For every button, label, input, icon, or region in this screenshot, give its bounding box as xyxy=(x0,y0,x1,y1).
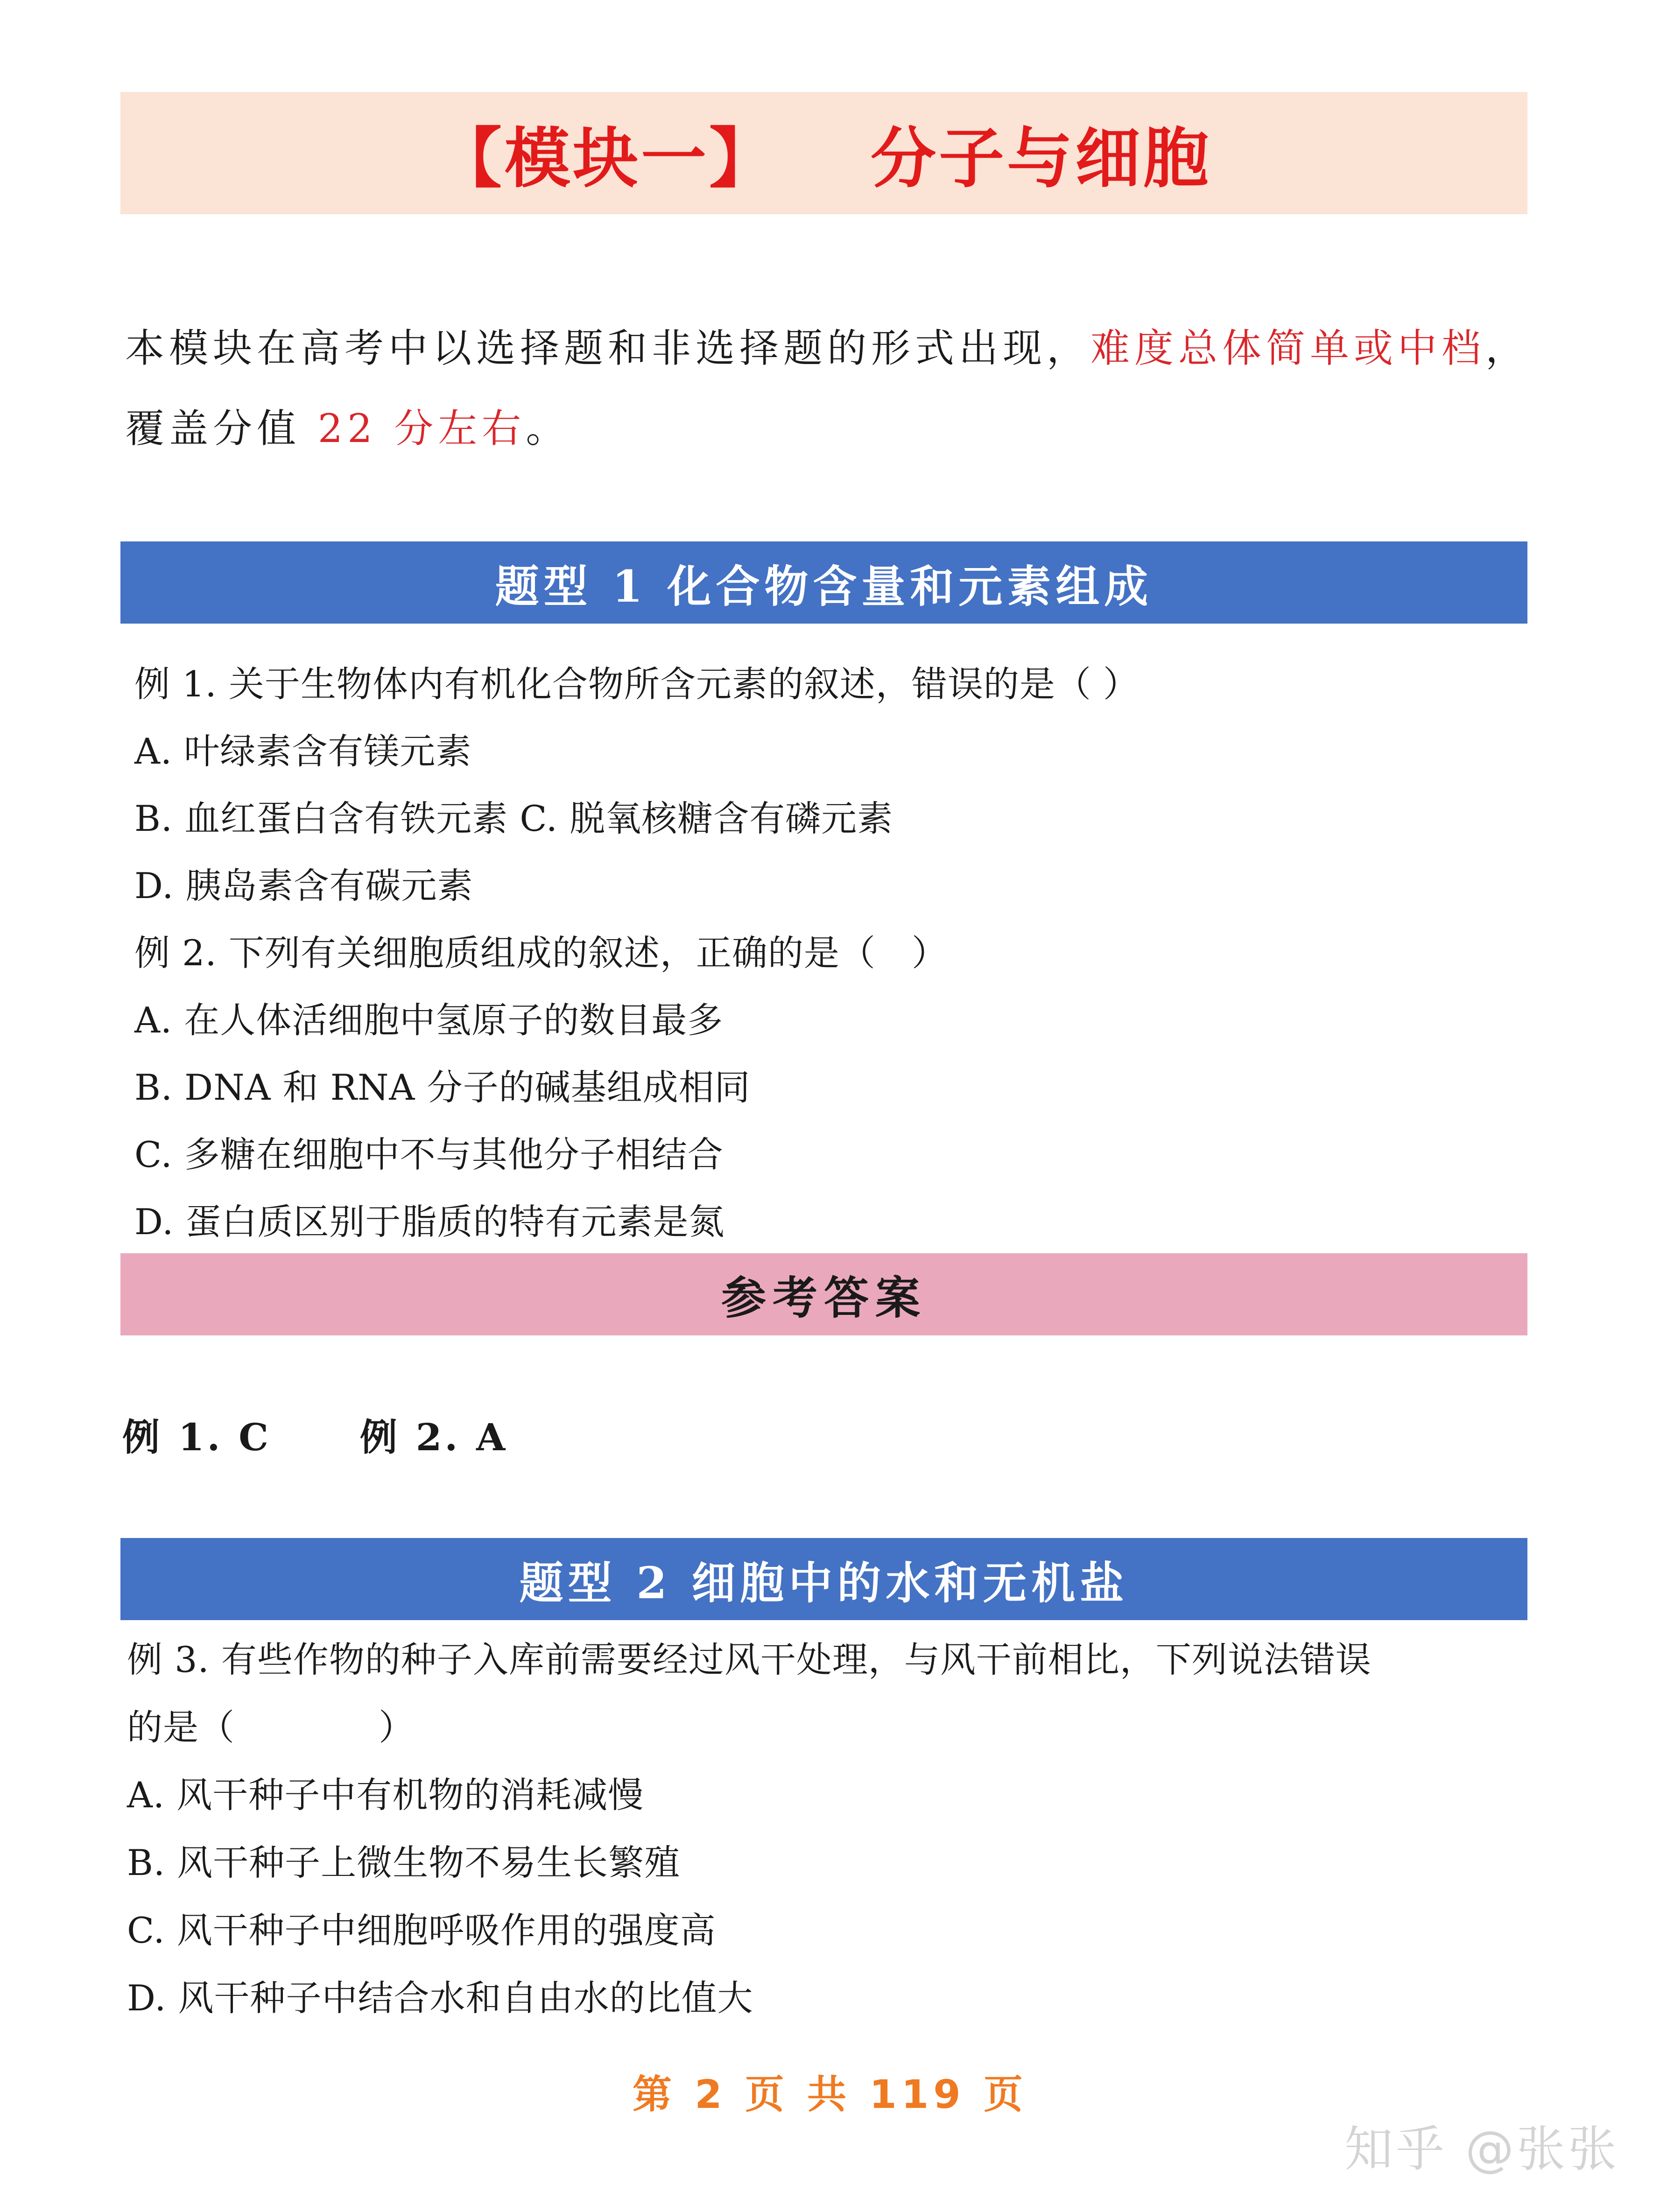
module-header xyxy=(120,92,1527,214)
question-1-option-bc: B. 血红蛋白含有铁元素 C. 脱氧核糖含有磷元素 xyxy=(134,798,893,839)
question-1-stem: 例 1. 关于生物体内有机化合物所含元素的叙述，错误的是（ ） xyxy=(134,663,1139,705)
question-3-option-b: B. 风干种子上微生物不易生长繁殖 xyxy=(127,1842,681,1883)
question-2-option-a: A. 在人体活细胞中氢原子的数目最多 xyxy=(134,999,724,1041)
answer-ex1: 例 1. C xyxy=(122,1415,271,1459)
question-3-option-a: A. 风干种子中有机物的消耗减慢 xyxy=(127,1774,644,1816)
section-2-title: 题型 2 细胞中的水和无机盐 xyxy=(519,1557,1129,1609)
question-2-option-b: B. DNA 和 RNA 分子的碱基组成相同 xyxy=(134,1067,751,1108)
intro-highlight-difficulty: 难度总体简单或中档 xyxy=(1090,325,1486,371)
question-3-stem: 例 3. 有些作物的种子入库前需要经过风干处理，与风干前相比，下列说法错误 xyxy=(127,1639,1372,1680)
section-2-header xyxy=(120,1538,1527,1620)
intro-text-2: ，覆盖分值 xyxy=(125,325,1530,451)
question-2-option-d: D. 蛋白质区别于脂质的特有元素是氮 xyxy=(134,1201,725,1243)
question-3-option-c: C. 风干种子中细胞呼吸作用的强度高 xyxy=(127,1910,716,1951)
answer-ex2: 例 2. A xyxy=(359,1415,508,1459)
module-title xyxy=(436,106,1211,200)
question-1-option-a: A. 叶绿素含有镁元素 xyxy=(134,730,472,772)
module-bracket-label: 【模块一】 xyxy=(436,120,777,197)
intro-text-1: 本模块在高考中以选择题和非选择题的形式出现， xyxy=(125,325,1091,371)
question-2-stem: 例 2. 下列有关细胞质组成的叙述，正确的是（ ） xyxy=(134,932,948,974)
question-3-option-d: D. 风干种子中结合水和自由水的比值大 xyxy=(127,1977,753,2019)
intro-highlight-score: 22 分左右 xyxy=(317,406,526,451)
intro-paragraph xyxy=(125,308,1530,469)
section-1-title: 题型 1 化合物含量和元素组成 xyxy=(495,561,1153,612)
module-name: 分子与细胞 xyxy=(871,120,1212,197)
answer-title: 参考答案 xyxy=(721,1271,927,1324)
intro-text-3: 。 xyxy=(526,406,570,451)
question-2-option-c: C. 多糖在细胞中不与其他分子相结合 xyxy=(134,1134,724,1175)
section-1-header xyxy=(120,541,1527,624)
answer-header xyxy=(120,1253,1527,1335)
watermark: 知乎 @张张 xyxy=(1344,2121,1620,2177)
question-1-option-d: D. 胰岛素含有碳元素 xyxy=(134,865,473,906)
page-number: 第 2 页 共 119 页 xyxy=(632,2072,1027,2117)
answers-line xyxy=(122,1407,508,1461)
question-3-stem-cont: 的是（ ） xyxy=(127,1706,415,1748)
